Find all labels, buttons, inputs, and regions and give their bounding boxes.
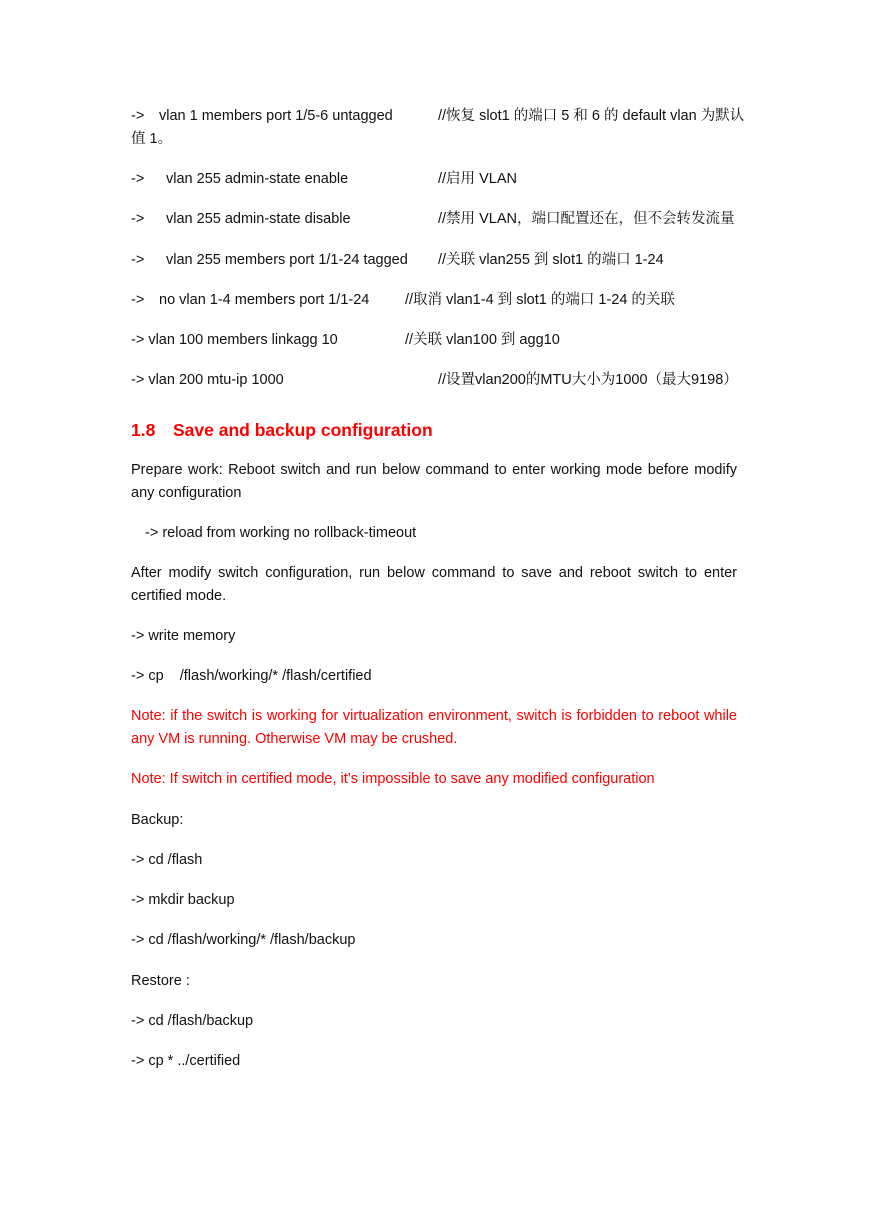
vlan-row-2-command: vlan 255 admin-state enable [166,171,349,187]
section-number: 1.8 [131,420,156,440]
vlan-row-2-comment: //启用 VLAN [438,171,517,187]
write-memory-command: -> write memory [131,628,236,644]
backup-label: Backup: [131,812,184,828]
vlan-row-1-arrow: -> [131,108,145,124]
vlan-row-5-command: no vlan 1-4 members port 1/1-24 [159,292,370,308]
backup-command-3: -> cd /flash/working/* /flash/backup [131,932,356,948]
restore-label: Restore : [131,973,190,989]
backup-command-2: -> mkdir backup [131,892,235,908]
vlan-row-6-comment: //关联 vlan100 到 agg10 [405,332,560,348]
vlan-row-4-comment: //关联 vlan255 到 slot1 的端口 1-24 [438,252,664,268]
vlan-row-1-comment: //恢复 slot1 的端口 5 和 6 的 default vlan 为默认 [438,108,745,124]
vlan-row-2-arrow: -> [131,171,145,187]
reload-command: -> reload from working no rollback-timeout [145,525,417,541]
restore-command-2: -> cp * ../certified [131,1053,241,1069]
cp-certified-command: -> cp /flash/working/* /flash/certified [131,668,372,684]
vlan-row-5-arrow: -> [131,292,145,308]
note-virtualization: Note: if the switch is working for virtualization environment, switch is forbidden to reboot while any VM is running. Otherwise VM may be crushed. [131,708,737,747]
vlan-row-3-command: vlan 255 admin-state disable [166,211,351,227]
vlan-row-1-command: vlan 1 members port 1/5-6 untagged [159,108,393,124]
vlan-row-7-comment: //设置vlan200的MTU大小为1000（最大9198） [438,372,738,388]
vlan-row-1-comment-continuation: 值 1。 [131,131,173,147]
vlan-row-7-command: -> vlan 200 mtu-ip 1000 [131,372,284,388]
vlan-row-6-command: -> vlan 100 members linkagg 10 [131,332,338,348]
note-certified-mode: Note: If switch in certified mode, it’s impossible to save any modified configuration [131,771,655,787]
vlan-row-3-comment: //禁用 VLAN，端口配置还在，但不会转发流量 [438,211,735,227]
vlan-row-4-arrow: -> [131,252,145,268]
section-heading [131,418,433,442]
vlan-row-3-arrow: -> [131,211,145,227]
vlan-row-4-command: vlan 255 members port 1/1-24 tagged [166,252,408,268]
backup-command-1: -> cd /flash [131,852,203,868]
restore-command-1: -> cd /flash/backup [131,1013,254,1029]
after-modify-paragraph: After modify switch configuration, run below command to save and reboot switch to enter certified mode. [131,565,737,604]
section-title: Save and backup configuration [173,420,433,440]
prepare-paragraph: Prepare work: Reboot switch and run below command to enter working mode before modify any configuration [131,462,737,501]
vlan-row-5-comment: //取消 vlan1-4 到 slot1 的端口 1-24 的关联 [405,292,675,308]
